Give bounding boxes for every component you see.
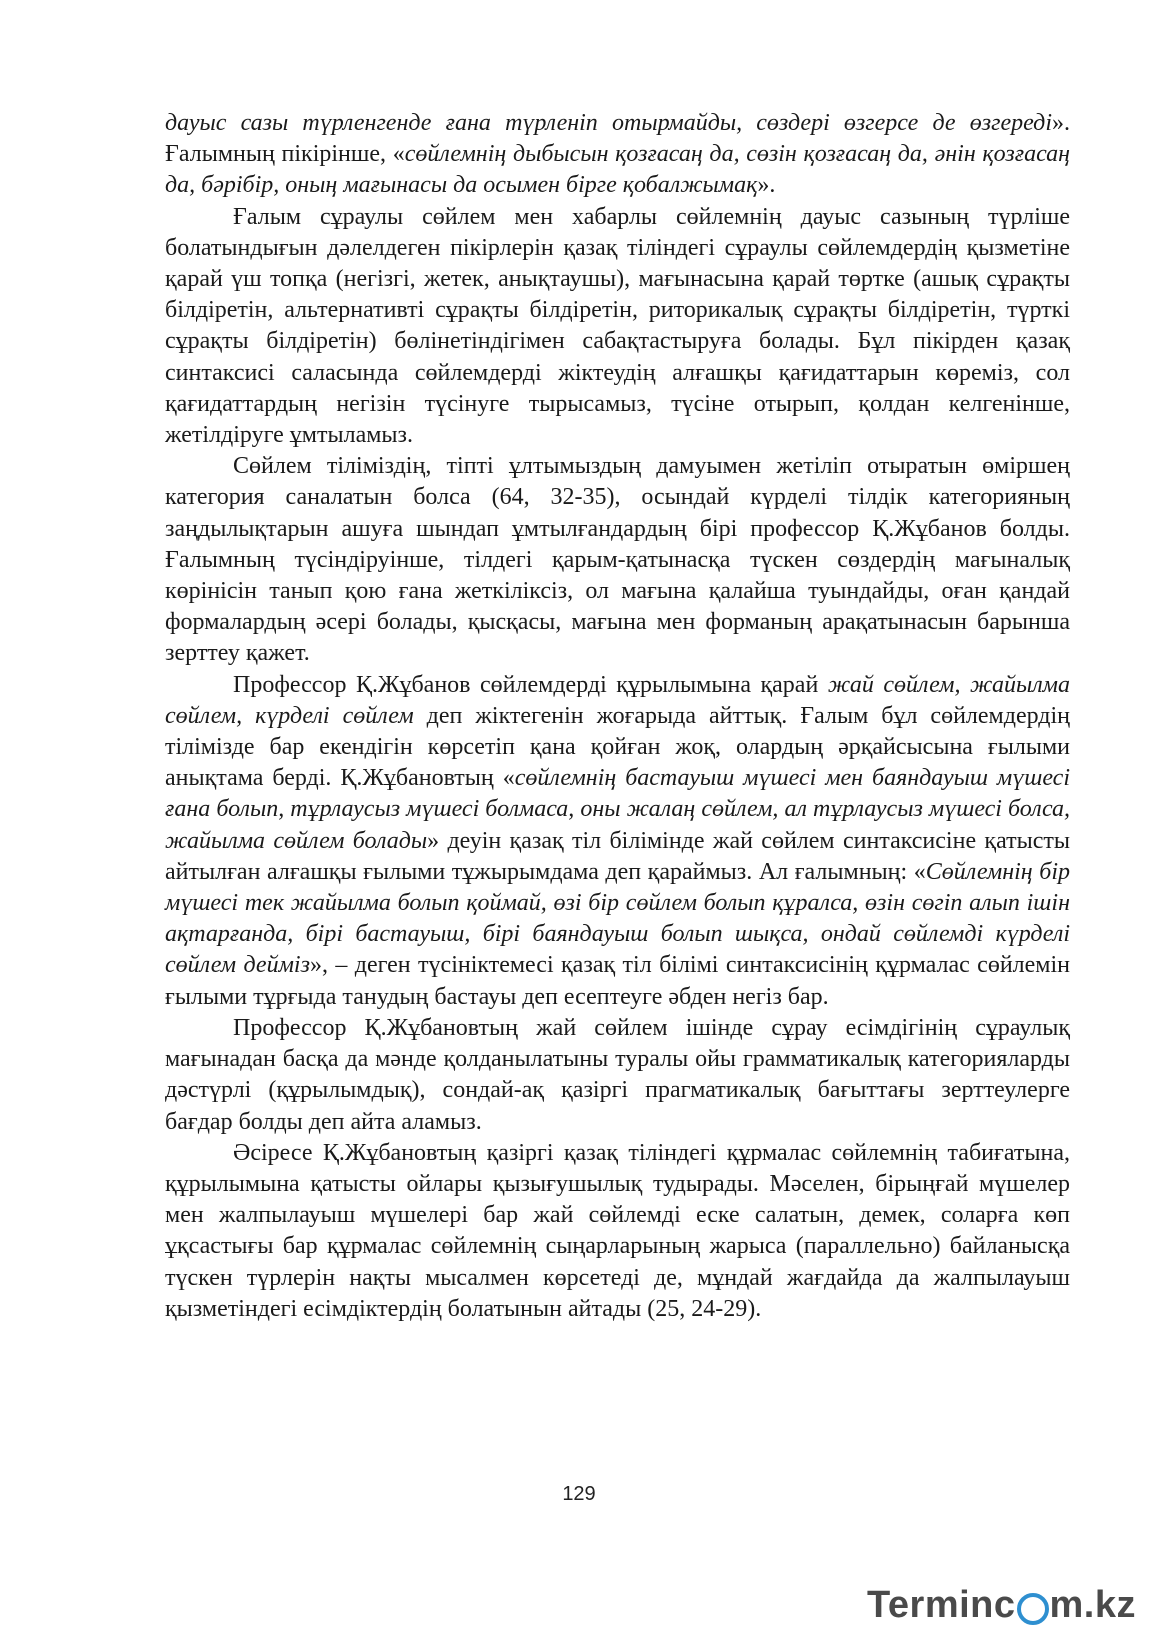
text-span: ». Ғалымның пікірінше, « [165, 110, 1070, 168]
italic-text: жай сөйлем, жайылма сөйлем, күрделі сөйлем [165, 671, 1071, 729]
paragraph-6 [165, 1138, 1070, 1325]
text-span: Профессор Қ.Жұбанов сөйлемдерді құрылымына қарай [233, 671, 828, 698]
paragraph-3 [165, 451, 1070, 669]
italic-text: Сөйлемнің бір мүшесі тек жайылма болып қоймай, өзі бір сөйлем болып құралса, өзін сөгіп алып ішін ақтарғанда, бірі бастауыш, бірі баяндауыш болып шықса, ондай сөйлемді күрделі сөйлем дейміз [165, 858, 1070, 979]
text-span: » деуін қазақ тіл білімінде жай сөйлем синтаксисіне қатысты айтылған алғашқы ғылыми тұжырымдама деп қараймыз. Ал ғалымның: « [165, 827, 1070, 885]
text-span: Сөйлем тіліміздің, тіпті ұлтымыздың дамуымен жетіліп отыратын өміршең категория саналатын болса (64, 32-35), осындай күрделі тілдік категорияның заңдылықтарын ашуға шындап ұмтылғандардың бірі профессор Қ.Жұбанов болды. Ғалымның түсіндіруінше, тілдегі қарым-қатынасқа түскен сөздердің мағыналық көрінісін танып қою ғана жеткіліксіз, ол мағына қалайша туындайды, оған қандай формалардың әсері болады, қысқасы, мағына мен форманың арақатынасын барынша зерттеу қажет. [165, 453, 1070, 667]
circle-o-icon [1017, 1593, 1049, 1625]
paragraph-4 [165, 670, 1070, 1013]
text-span: Әсіресе Қ.Жұбановтың қазіргі қазақ тіліндегі құрмалас сөйлемнің табиғатына, құрылымына қатысты ойлары қызығушылық тудырады. Мәселен, бірыңғай мүшелер мен жалпылауыш мүшелері бар жай сөйлемді еске салатын, демек, соларға көп ұқсастығы бар құрмалас сөйлемнің сыңарларының жарыса (параллельно) байланысқа түскен түрлерін нақты мысалмен көрсетеді де, мұндай жағдайда да жалпылауыш қызметіндегі есімдіктердің болатынын айтады (25, 24-29). [165, 1139, 1070, 1322]
document-body [165, 108, 1070, 1325]
text-span: деп жіктегенін жоғарыда айттық. Ғалым бұл сөйлемдердің тілімізде бар екендігін көрсетіп қана қойған жоқ, олардың әрқайсысына ғылыми анықтама берді. Қ.Жұбановтың « [165, 702, 1071, 792]
watermark-c: c [993, 1584, 1016, 1626]
text-span: Ғалым сұраулы сөйлем мен хабарлы сөйлемнің дауыс сазының түрліше болатындығын дәлелдеген пікірлерін қазақ тіліндегі сұраулы сөйлемдердің қызметіне қарай үш топқа (негізгі, жетек, анықтаушы), мағынасына қарай төртке (ашық сұрақты білдіретін, альтернативті сұрақты білдіретін, риторикалық сұрақты білдіретін, түрткі сұрақты білдіретін) бөлінетіндігімен сабақтастыруға болады. Бұл пікірден қазақ синтаксисі саласында сөйлемдерді жіктеудің алғашқы қағидаттарын көреміз, сол қағидаттардың негізін түсінуге тырысамыз, түсіне отырып, қолдан келгенінше, жетілдіруге ұмтыламыз. [165, 203, 1070, 449]
italic-text: дауыс сазы түрленгенде ғана түрленіп отырмайды, сөздері өзгерсе де өзгереді [165, 110, 1052, 136]
italic-text: сөйлемнің бастауыш мүшесі мен баяндауыш мүшесі ғана болып, тұрлаусыз мүшесі болмаса, оны жалаң сөйлем, ал тұрлаусыз мүшесі болса, жайылма сөйлем болады [165, 765, 1070, 854]
paragraph-2 [165, 202, 1070, 452]
italic-text: сөйлемнің дыбысын қозғасаң да, сөзін қозғасаң да, әнін қозғасаң да, бәрібір, оның мағынасы да осымен бірге қобалжымақ [165, 141, 1071, 199]
paragraph-1 [165, 108, 1070, 202]
watermark-suffix: m.kz [1049, 1584, 1136, 1626]
page-number: 129 [562, 1483, 596, 1505]
text-span: ». [757, 172, 776, 199]
paragraph-5 [165, 1013, 1070, 1138]
site-watermark-logo [867, 1584, 1136, 1627]
text-span: », – деген түсініктемесі қазақ тіл білімі синтаксисінің құрмалас сөйлемін ғылыми тұрғыда танудың бастауы деп есептеуге әбден негіз бар. [165, 952, 1070, 1010]
text-span: Профессор Қ.Жұбановтың жай сөйлем ішінде сұрау есімдігінің сұраулық мағынадан басқа да мәнде қолданылатыны туралы ойы грамматикалық категорияларды дәстүрлі (құрылымдық), сондай-ақ қазіргі прагматикалық бағыттағы зерттеулерге бағдар болды деп айта аламыз. [165, 1014, 1070, 1135]
watermark-prefix: Termin [867, 1584, 994, 1626]
